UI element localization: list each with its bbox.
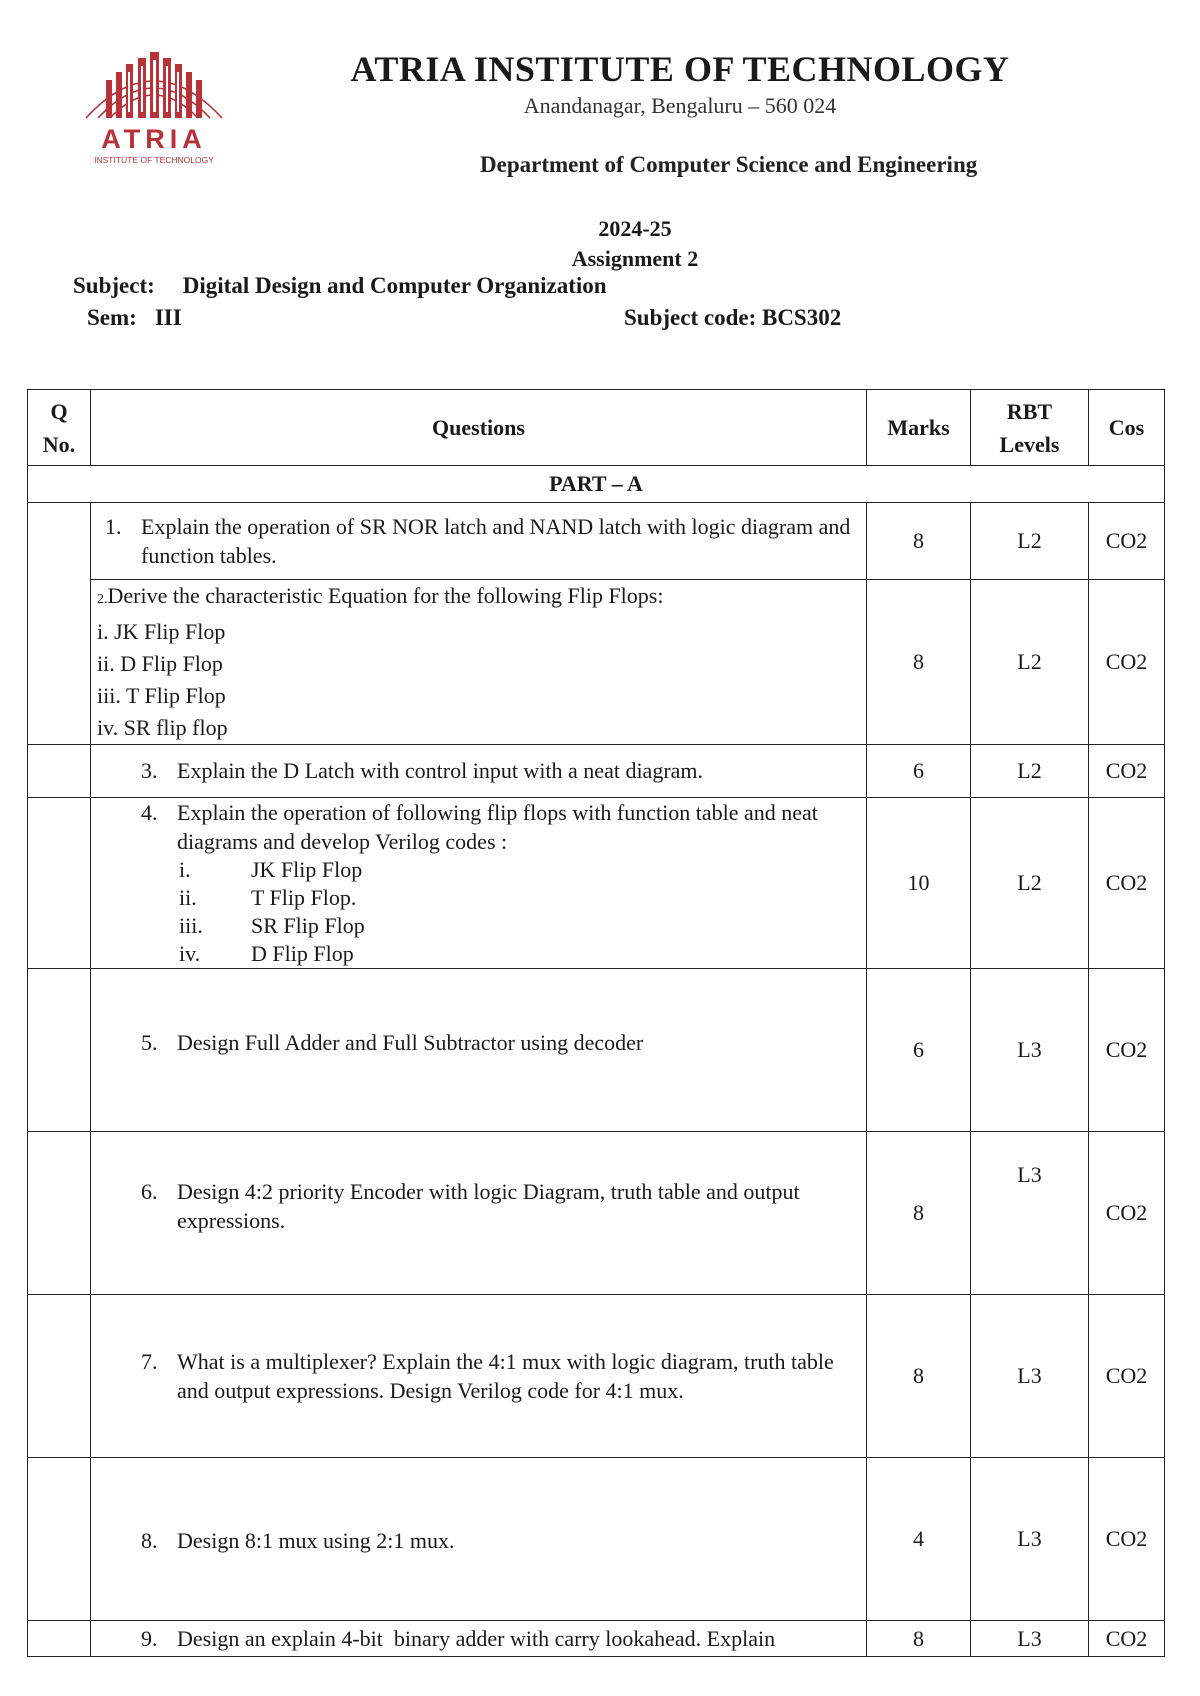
list-item: iii. T Flip Flop bbox=[97, 683, 226, 708]
co-cell: CO2 bbox=[1089, 1295, 1165, 1458]
sem-value: III bbox=[154, 305, 182, 330]
level-cell: L2 bbox=[971, 580, 1089, 745]
co-cell: CO2 bbox=[1089, 1621, 1165, 1657]
marks-cell: 8 bbox=[867, 503, 971, 580]
list-item: iv. SR flip flop bbox=[97, 715, 228, 740]
question-text: Derive the characteristic Equation for the following Flip Flops: bbox=[107, 583, 664, 608]
table-row bbox=[28, 580, 1165, 745]
level-cell: L3 bbox=[971, 1458, 1089, 1621]
co-cell: CO2 bbox=[1089, 798, 1165, 969]
question-text: Explain the operation of following flip flops with function table and neat diagrams and develop Verilog codes : bbox=[177, 800, 818, 854]
logo-subtext: INSTITUTE OF TECHNOLOGY bbox=[94, 155, 214, 165]
sem-label: Sem: bbox=[87, 305, 137, 330]
table-row bbox=[28, 1621, 1165, 1657]
question-number: 9. bbox=[141, 1625, 158, 1651]
qno-cell bbox=[28, 1621, 91, 1657]
subject-label: Subject: bbox=[73, 273, 155, 298]
list-item: ii. T Flip Flop. bbox=[179, 885, 357, 910]
table-row bbox=[28, 969, 1165, 1132]
list-item: i. JK Flip Flop bbox=[179, 857, 363, 882]
question-text: Design 4:2 priority Encoder with logic Diagram, truth table and output expressions. bbox=[177, 1179, 800, 1233]
question-cell bbox=[91, 969, 867, 1132]
marks-cell: 8 bbox=[867, 1621, 971, 1657]
qno-cell bbox=[28, 1295, 91, 1458]
part-row bbox=[28, 466, 1165, 503]
level-cell: L3 bbox=[971, 1621, 1089, 1657]
question-number: 1. bbox=[105, 514, 122, 539]
part-a-label: PART – A bbox=[28, 466, 1165, 503]
level-cell: L2 bbox=[971, 745, 1089, 798]
level-cell: L2 bbox=[971, 798, 1089, 969]
question-number: 7. bbox=[141, 1349, 158, 1374]
level-cell: L3 bbox=[971, 1132, 1089, 1295]
table-row bbox=[28, 745, 1165, 798]
marks-cell: 4 bbox=[867, 1458, 971, 1621]
level-cell: L2 bbox=[971, 503, 1089, 580]
co-cell: CO2 bbox=[1089, 745, 1165, 798]
question-cell bbox=[91, 798, 867, 969]
marks-cell: 6 bbox=[867, 745, 971, 798]
table-row bbox=[28, 798, 1165, 969]
header-qno: Q No. bbox=[28, 390, 91, 466]
logo-wordmark: ATRIA bbox=[101, 124, 207, 154]
list-item: i. JK Flip Flop bbox=[97, 619, 226, 644]
question-cell bbox=[91, 503, 867, 580]
question-number: 6. bbox=[141, 1179, 158, 1204]
table-header-row bbox=[28, 390, 1165, 466]
co-cell: CO2 bbox=[1089, 580, 1165, 745]
questions-table bbox=[27, 389, 1165, 1657]
question-cell bbox=[91, 1295, 867, 1458]
list-item: iii. SR Flip Flop bbox=[179, 913, 365, 938]
semester-line bbox=[87, 305, 182, 331]
qno-cell bbox=[28, 969, 91, 1132]
co-cell: CO2 bbox=[1089, 503, 1165, 580]
qno-cell bbox=[28, 798, 91, 969]
list-item: iv. D Flip Flop bbox=[179, 941, 354, 966]
question-text: Design 8:1 mux using 2:1 mux. bbox=[177, 1527, 455, 1553]
institute-address: Anandanagar, Bengaluru – 560 024 bbox=[523, 93, 837, 118]
question-number: 5. bbox=[141, 1030, 158, 1055]
qno-cell bbox=[28, 1458, 91, 1621]
header-questions: Questions bbox=[91, 390, 867, 466]
question-text: Explain the operation of SR NOR latch and NAND latch with logic diagram and function tables. bbox=[141, 514, 851, 568]
level-cell: L3 bbox=[971, 969, 1089, 1132]
subject-code: Subject code: BCS302 bbox=[624, 305, 842, 330]
header-rbt-levels: RBT Levels bbox=[971, 390, 1089, 466]
marks-cell: 8 bbox=[867, 580, 971, 745]
question-cell bbox=[91, 745, 867, 798]
question-text: Design an explain 4-bit binary adder with carry lookahead. Explain bbox=[177, 1625, 776, 1651]
atria-logo bbox=[76, 50, 232, 170]
table-row bbox=[28, 1458, 1165, 1621]
question-text: What is a multiplexer? Explain the 4:1 mux with logic diagram, truth table and output expressions. Design Verilog code for 4:1 mux. bbox=[177, 1349, 834, 1403]
qno-cell bbox=[28, 503, 91, 745]
question-cell bbox=[91, 1132, 867, 1295]
qno-cell bbox=[28, 745, 91, 798]
question-cell bbox=[91, 580, 867, 745]
institute-name: ATRIA INSTITUTE OF TECHNOLOGY bbox=[350, 49, 1010, 89]
table-row bbox=[28, 503, 1165, 580]
question-number: 4. bbox=[141, 800, 158, 825]
table-row bbox=[28, 1132, 1165, 1295]
header-marks: Marks bbox=[867, 390, 971, 466]
marks-cell: 8 bbox=[867, 1295, 971, 1458]
co-cell: CO2 bbox=[1089, 969, 1165, 1132]
header-cos: Cos bbox=[1089, 390, 1165, 466]
question-cell bbox=[91, 1621, 867, 1657]
marks-cell: 8 bbox=[867, 1132, 971, 1295]
subject-name: Digital Design and Computer Organization bbox=[182, 273, 607, 298]
subject-line bbox=[73, 273, 607, 299]
marks-cell: 10 bbox=[867, 798, 971, 969]
co-cell: CO2 bbox=[1089, 1458, 1165, 1621]
level-cell: L3 bbox=[971, 1295, 1089, 1458]
co-cell: CO2 bbox=[1089, 1132, 1165, 1295]
qno-cell bbox=[28, 1132, 91, 1295]
question-text: Design Full Adder and Full Subtractor using decoder bbox=[177, 1030, 644, 1055]
question-cell bbox=[91, 1458, 867, 1621]
table-row bbox=[28, 1295, 1165, 1458]
question-number: 8. bbox=[141, 1527, 158, 1553]
academic-year: 2024-25 bbox=[598, 216, 672, 241]
question-number: 2. bbox=[97, 592, 108, 607]
marks-cell: 6 bbox=[867, 969, 971, 1132]
question-number: 3. bbox=[141, 758, 158, 783]
question-text: Explain the D Latch with control input with a neat diagram. bbox=[177, 758, 704, 783]
list-item: ii. D Flip Flop bbox=[97, 651, 223, 676]
assignment-title: Assignment 2 bbox=[571, 246, 699, 271]
department-name: Department of Computer Science and Engineering bbox=[480, 152, 978, 177]
